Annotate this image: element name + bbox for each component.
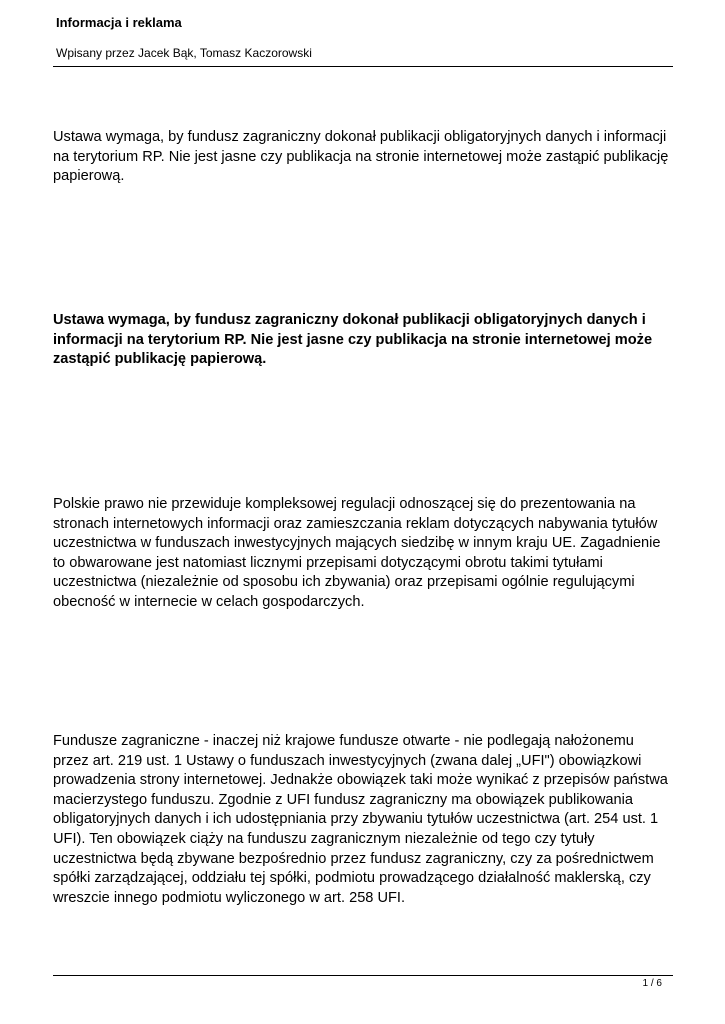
text-line: uczestnictwa w funduszach inwestycyjnych mających siedzibę w innym kraju UE. Zagadnienie	[53, 535, 661, 552]
authors-line: Wpisany przez Jacek Bąk, Tomasz Kaczorowski	[56, 46, 312, 60]
page-number: 1 / 6	[642, 978, 662, 989]
text-line: uczestnictwa będą zbywane bezpośrednio przez fundusz zagraniczny, czy za pośrednictwem	[53, 850, 654, 867]
text-line: informacji na terytorium RP. Nie jest jasne czy publikacja na stronie internetowej może	[53, 331, 653, 348]
text-line: Ustawa wymaga, by fundusz zagraniczny dokonał publikacji obligatoryjnych danych i	[53, 312, 646, 328]
text-line: stronach internetowych informacji oraz zamieszczania reklam dotyczących nabywania tytułów	[53, 515, 658, 532]
text-line: Polskie prawo nie przewiduje kompleksowej regulacji odnoszącej się do prezentowania na	[53, 496, 636, 512]
paragraph-lead-bold	[53, 311, 673, 370]
document-title: Informacja i reklama	[56, 15, 182, 30]
text-line: przez art. 219 ust. 1 Ustawy o funduszach inwestycyjnych (zwana dalej „UFI") obowiązkowi	[53, 752, 642, 769]
text-line: Fundusze zagraniczne - inaczej niż krajowe fundusze otwarte - nie podlegają nałożonemu	[53, 733, 634, 749]
text-line: to obwarowane jest natomiast licznymi przepisami dotyczącymi obrotu takimi tytułami	[53, 554, 603, 571]
text-line: UFI). Ten obowiązek ciąży na funduszu zagranicznym niezależnie od tego czy tytuły	[53, 830, 595, 847]
text-line: obecność w internecie w celach gospodarczych.	[53, 593, 365, 610]
text-line: Ustawa wymaga, by fundusz zagraniczny dokonał publikacji obligatoryjnych danych i informacji	[53, 129, 667, 145]
text-line: zastąpić publikację papierową.	[53, 351, 267, 368]
text-line: obligatoryjnych danych i ich udostępniania przy zbywaniu tytułów uczestnictwa (art. 254 ust. 1	[53, 811, 659, 828]
text-line: na terytorium RP. Nie jest jasne czy publikacja na stronie internetowej może zastąpić publikację	[53, 148, 669, 165]
paragraph-polish-law	[53, 495, 673, 613]
paragraph-foreign-funds	[53, 732, 673, 908]
paragraph-intro	[53, 128, 673, 187]
text-line: papierową.	[53, 168, 125, 185]
text-line: wreszcie innego podmiotu wyliczonego w art. 258 UFI.	[53, 889, 406, 906]
text-line: macierzystego funduszu. Zgodnie z UFI fundusz zagraniczny ma obowiązek publikowania	[53, 791, 633, 808]
footer-divider	[53, 975, 673, 976]
text-line: prowadzenia strony internetowej. Jednakże obowiązek taki może wynikać z przepisów państwa	[53, 772, 668, 789]
text-line: spółki zarządzającej, oddziału tej spółki, podmiotu prowadzącego działalność maklerską, czy	[53, 870, 651, 887]
text-line: uczestnictwa (niezależnie od sposobu ich zbywania) oraz przepisami ogólnie regulującymi	[53, 574, 635, 591]
header-divider	[53, 66, 673, 67]
